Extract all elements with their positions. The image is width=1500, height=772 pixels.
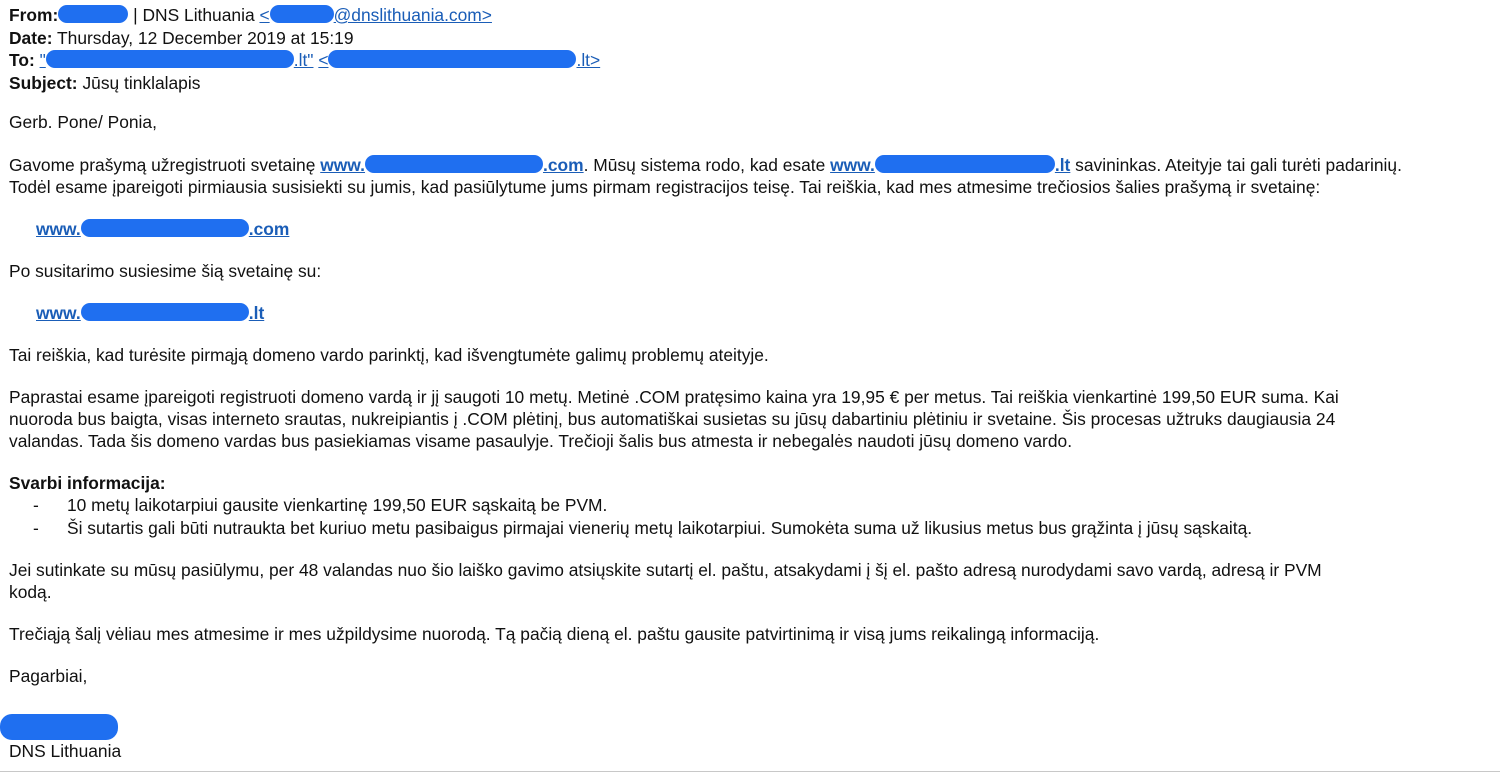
list-item: - 10 metų laikotarpiui gausite vienkartinę 199,50 EUR sąskaitą be PVM. [33, 495, 608, 515]
paragraph-request: Gavome prašymą užregistruoti svetainę www. .com. Mūsų sistema rodo, kad esate www. .lt savininkas. Ateityje tai gali turėti padarinių. Todėl esame įpareigoti pirmiausia susisiekti su jumis, kad pasiūlytume jums pirmam registracijos teisę. Tai reiškia, kad mes atmesime trečiosios šalies prašymą ir svetainę: [9, 155, 1402, 197]
email-view [9, 4, 1492, 687]
subject-value: Jūsų tinklalapis [82, 72, 201, 93]
to-row [9, 49, 1492, 72]
redacted-signature-name [0, 714, 118, 740]
paragraph-confirmation: Trečiąją šalį vėliau mes atmesime ir mes užpildysime nuorodą. Tą pačią dieną el. paštu gausite patvirtinimą ir visą jums reikalingą informaciją. [9, 624, 1100, 644]
from-row [9, 4, 1492, 27]
link-lt[interactable]: www. .lt [36, 303, 265, 323]
signature-company: DNS Lithuania [9, 741, 122, 761]
to-name-link[interactable]: " .lt" [39, 50, 314, 70]
to-email-link[interactable]: < .lt> [318, 50, 601, 70]
greeting: Gerb. Pone/ Ponia, [9, 112, 157, 132]
closing: Pagarbiai, [9, 666, 88, 686]
from-email-link[interactable]: < @dnslithuania.com> [259, 5, 492, 25]
paragraph-link-after: Po susitarimo susiesime šią svetainę su: [9, 261, 322, 281]
link-com-inline[interactable]: www. .com [320, 155, 584, 175]
from-label: From: [9, 5, 59, 25]
redacted-email-user [270, 5, 334, 23]
redacted-domain [365, 155, 543, 173]
redacted-domain [81, 219, 249, 237]
from-sender: | DNS Lithuania [133, 5, 255, 25]
subject-label: Subject: [9, 72, 78, 93]
date-value: Thursday, 12 December 2019 at 15:19 [57, 27, 354, 48]
subject-row [9, 72, 1492, 95]
link-lt-inline[interactable]: www. .lt [830, 155, 1071, 175]
redacted-recipient-email [328, 50, 576, 68]
redacted-sender-name [58, 5, 128, 23]
paragraph-pricing: Paprastai esame įpareigoti registruoti domeno vardą ir jį saugoti 10 metų. Metinė .COM pratęsimo kaina yra 19,95 € per metus. Tai reiškia vienkartinė 199,50 EUR suma. Kai nuoroda bus baigta, visas interneto srautas, nukreipiantis į .COM plėtinį, bus automatiškai susietas su jūsų dabartiniu plėtiniu ir svetaine. Šis procesas užtruks daugiausia 24 valandas. Tada šis domeno vardas bus pasiekiamas visame pasaulyje. Trečioji šalis bus atmesta ir nebegalės naudoti jūsų domeno vardo. [9, 387, 1339, 451]
paragraph-agree: Jei sutinkate su mūsų pasiūlymu, per 48 valandas nuo šio laiško gavimo atsiųskite sutartį el. paštu, atsakydami į šį el. pašto adresą nurodydami savo vardą, adresą ir PVM kodą. [9, 560, 1322, 602]
redacted-recipient-name [46, 50, 294, 68]
to-label: To: [9, 50, 35, 70]
link-lt-block [9, 302, 1492, 324]
link-com-block [9, 218, 1492, 240]
redacted-domain [875, 155, 1055, 173]
list-item: - Ši sutartis gali būti nutraukta bet kuriuo metu pasibaigus pirmajai vienerių metų laikotarpiui. Sumokėta suma už likusius metus bus grąžinta į jūsų sąskaitą. [33, 517, 1253, 538]
date-label: Date: [9, 27, 53, 48]
redacted-domain [81, 303, 249, 321]
important-title: Svarbi informacija: [9, 473, 166, 493]
date-row [9, 27, 1492, 50]
link-com[interactable]: www. .com [36, 219, 290, 239]
email-header [9, 4, 1492, 94]
important-list [9, 494, 1492, 539]
paragraph-meaning: Tai reiškia, kad turėsite pirmąją domeno vardo parinktį, kad išvengtumėte galimų problemų ateityje. [9, 345, 769, 365]
